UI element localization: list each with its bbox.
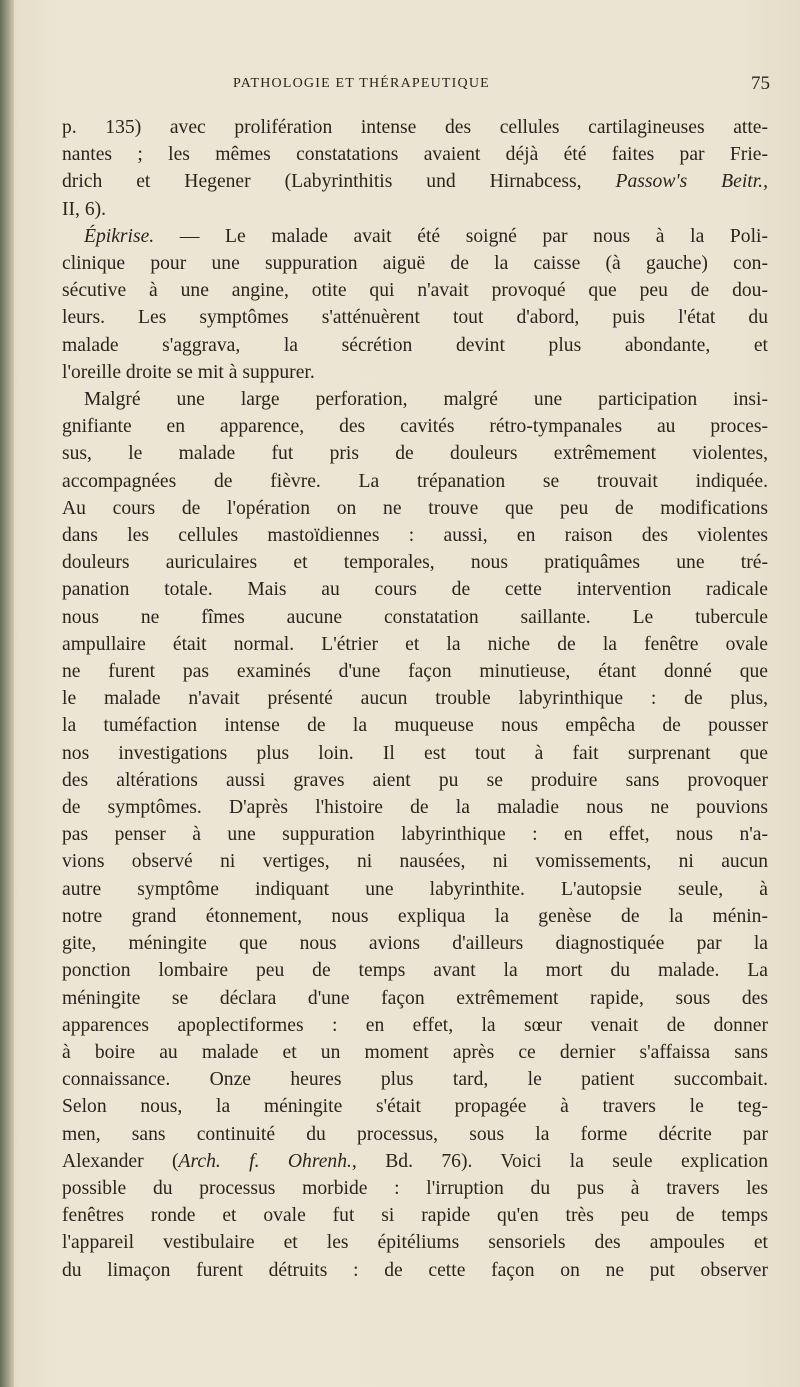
page-number: 75 [751, 73, 770, 94]
text-segment: gite, méningite que nous avions d'ailleurs diagnostiquée par la [62, 933, 768, 955]
text-line [62, 930, 768, 957]
text-line [62, 1066, 768, 1093]
text-line [62, 304, 768, 331]
text-segment: II, 6). [62, 198, 107, 220]
text-segment: clinique pour une suppuration aiguë de la caisse (à gauche) con- [62, 253, 768, 275]
text-segment: — Le malade avait été soigné par nous à la Poli- [154, 225, 768, 247]
text-segment: accompagnées de fièvre. La trépanation se trouvait indiquée. [62, 470, 768, 492]
text-segment: fenêtres ronde et ovale fut si rapide qu'en très peu de temps [62, 1205, 768, 1227]
text-line [62, 767, 768, 794]
text-line [62, 604, 768, 631]
text-line [62, 1229, 768, 1256]
text-segment: sécutive à une angine, otite qui n'avait provoqué que peu de dou- [62, 280, 768, 302]
text-line [62, 821, 768, 848]
text-line [62, 576, 768, 603]
text-line [62, 794, 768, 821]
text-segment: , [763, 171, 768, 193]
text-line [62, 141, 768, 168]
text-segment: nos investigations plus loin. Il est tout à fait surprenant que [62, 742, 768, 764]
text-line [62, 332, 768, 359]
text-segment: leurs. Les symptômes s'atténuèrent tout d'abord, puis l'état du [62, 307, 768, 329]
body-text [62, 114, 768, 1284]
text-segment: panation totale. Mais au cours de cette intervention radicale [62, 579, 768, 601]
text-segment: vions observé ni vertiges, ni nausées, ni vomissements, ni aucun [62, 851, 768, 873]
text-line [62, 522, 768, 549]
text-line [62, 740, 768, 767]
text-segment: ne furent pas examinés d'une façon minutieuse, étant donné que [62, 661, 768, 683]
text-segment: l'appareil vestibulaire et les épitéliums sensoriels des ampoules et [62, 1232, 768, 1254]
italic-segment: Arch. f. Ohrenh. [178, 1150, 352, 1172]
text-line [62, 223, 768, 250]
text-segment: du limaçon furent détruits : de cette façon on ne put observer [62, 1259, 768, 1281]
text-line [62, 114, 768, 141]
text-segment: ampullaire était normal. L'étrier et la niche de la fenêtre ovale [62, 633, 768, 655]
text-line [62, 440, 768, 467]
text-line [62, 1039, 768, 1066]
running-header [60, 73, 770, 100]
text-segment: méningite se déclara d'une façon extrêmement rapide, sous des [62, 987, 768, 1009]
text-line [62, 1175, 768, 1202]
text-segment: pas penser à une suppuration labyrinthique : en effet, nous n'a- [62, 824, 768, 846]
text-line [62, 468, 768, 495]
text-line [62, 1148, 768, 1175]
text-segment: nantes ; les mêmes constatations avaient déjà été faites par Frie- [62, 144, 768, 166]
text-segment: des altérations aussi graves aient pu se produire sans provoquer [62, 769, 768, 791]
text-segment: Alexander ( [62, 1150, 179, 1172]
text-segment: ponction lombaire peu de temps avant la mort du malade. La [62, 960, 768, 982]
text-segment: possible du processus morbide : l'irruption du pus à travers les [62, 1177, 768, 1199]
italic-segment: Épikrise. [84, 225, 155, 247]
text-line [62, 549, 768, 576]
text-segment: à boire au malade et un moment après ce dernier s'affaissa sans [62, 1041, 768, 1063]
text-segment: douleurs auriculaires et temporales, nous pratiquâmes une tré- [62, 552, 768, 574]
text-segment: notre grand étonnement, nous expliqua la genèse de la ménin- [62, 905, 768, 927]
text-line [62, 848, 768, 875]
text-segment: la tuméfaction intense de la muqueuse nous empêcha de pousser [62, 715, 768, 737]
text-segment: sus, le malade fut pris de douleurs extrêmement violentes, [62, 443, 768, 465]
text-segment: de symptômes. D'après l'histoire de la maladie nous ne pouvions [62, 797, 768, 819]
text-line [62, 1202, 768, 1229]
text-segment: le malade n'avait présenté aucun trouble labyrinthique : de plus, [62, 688, 768, 710]
text-segment: Au cours de l'opération on ne trouve que peu de modifications [62, 497, 768, 519]
text-segment: nous ne fîmes aucune constatation saillante. Le tubercule [62, 606, 768, 628]
text-line [62, 876, 768, 903]
text-segment: Selon nous, la méningite s'était propagée à travers le teg- [62, 1096, 768, 1118]
text-line [62, 250, 768, 277]
text-segment: p. 135) avec prolifération intense des cellules cartilagineuses atte- [62, 117, 768, 138]
text-line [62, 1093, 768, 1120]
text-line [62, 277, 768, 304]
text-segment: dans les cellules mastoïdiennes : aussi, en raison des violentes [62, 525, 768, 547]
text-line [62, 196, 768, 223]
text-segment: malade s'aggrava, la sécrétion devint plus abondante, et [62, 334, 768, 356]
text-segment: Malgré une large perforation, malgré une participation insi- [84, 389, 768, 411]
text-line [62, 957, 768, 984]
text-line [62, 386, 768, 413]
running-title: PATHOLOGIE ET THÉRAPEUTIQUE [233, 76, 490, 91]
text-segment: apparences apoplectiformes : en effet, la sœur venait de donner [62, 1014, 768, 1036]
book-binding-edge [0, 0, 14, 1387]
text-line [62, 168, 768, 195]
text-segment: connaissance. Onze heures plus tard, le patient succombait. [62, 1069, 768, 1091]
text-line [62, 1257, 768, 1284]
italic-segment: Passow's Beitr. [615, 171, 764, 193]
text-segment: autre symptôme indiquant une labyrinthite. L'autopsie seule, à [62, 878, 768, 900]
text-line [62, 1121, 768, 1148]
text-line [62, 1012, 768, 1039]
text-line [62, 903, 768, 930]
text-line [62, 685, 768, 712]
text-line [62, 413, 768, 440]
text-line [62, 658, 768, 685]
text-line [62, 631, 768, 658]
text-segment: gnifiante en apparence, des cavités rétro-tympanales au proces- [62, 416, 768, 438]
text-line [62, 359, 768, 386]
text-line [62, 985, 768, 1012]
text-segment: , Bd. 76). Voici la seule explication [351, 1150, 768, 1172]
text-segment: drich et Hegener (Labyrinthitis und Hirnabcess, [62, 171, 616, 193]
text-segment: men, sans continuité du processus, sous la forme décrite par [62, 1123, 768, 1145]
text-line [62, 495, 768, 522]
text-segment: l'oreille droite se mit à suppurer. [62, 361, 315, 383]
text-line [62, 712, 768, 739]
